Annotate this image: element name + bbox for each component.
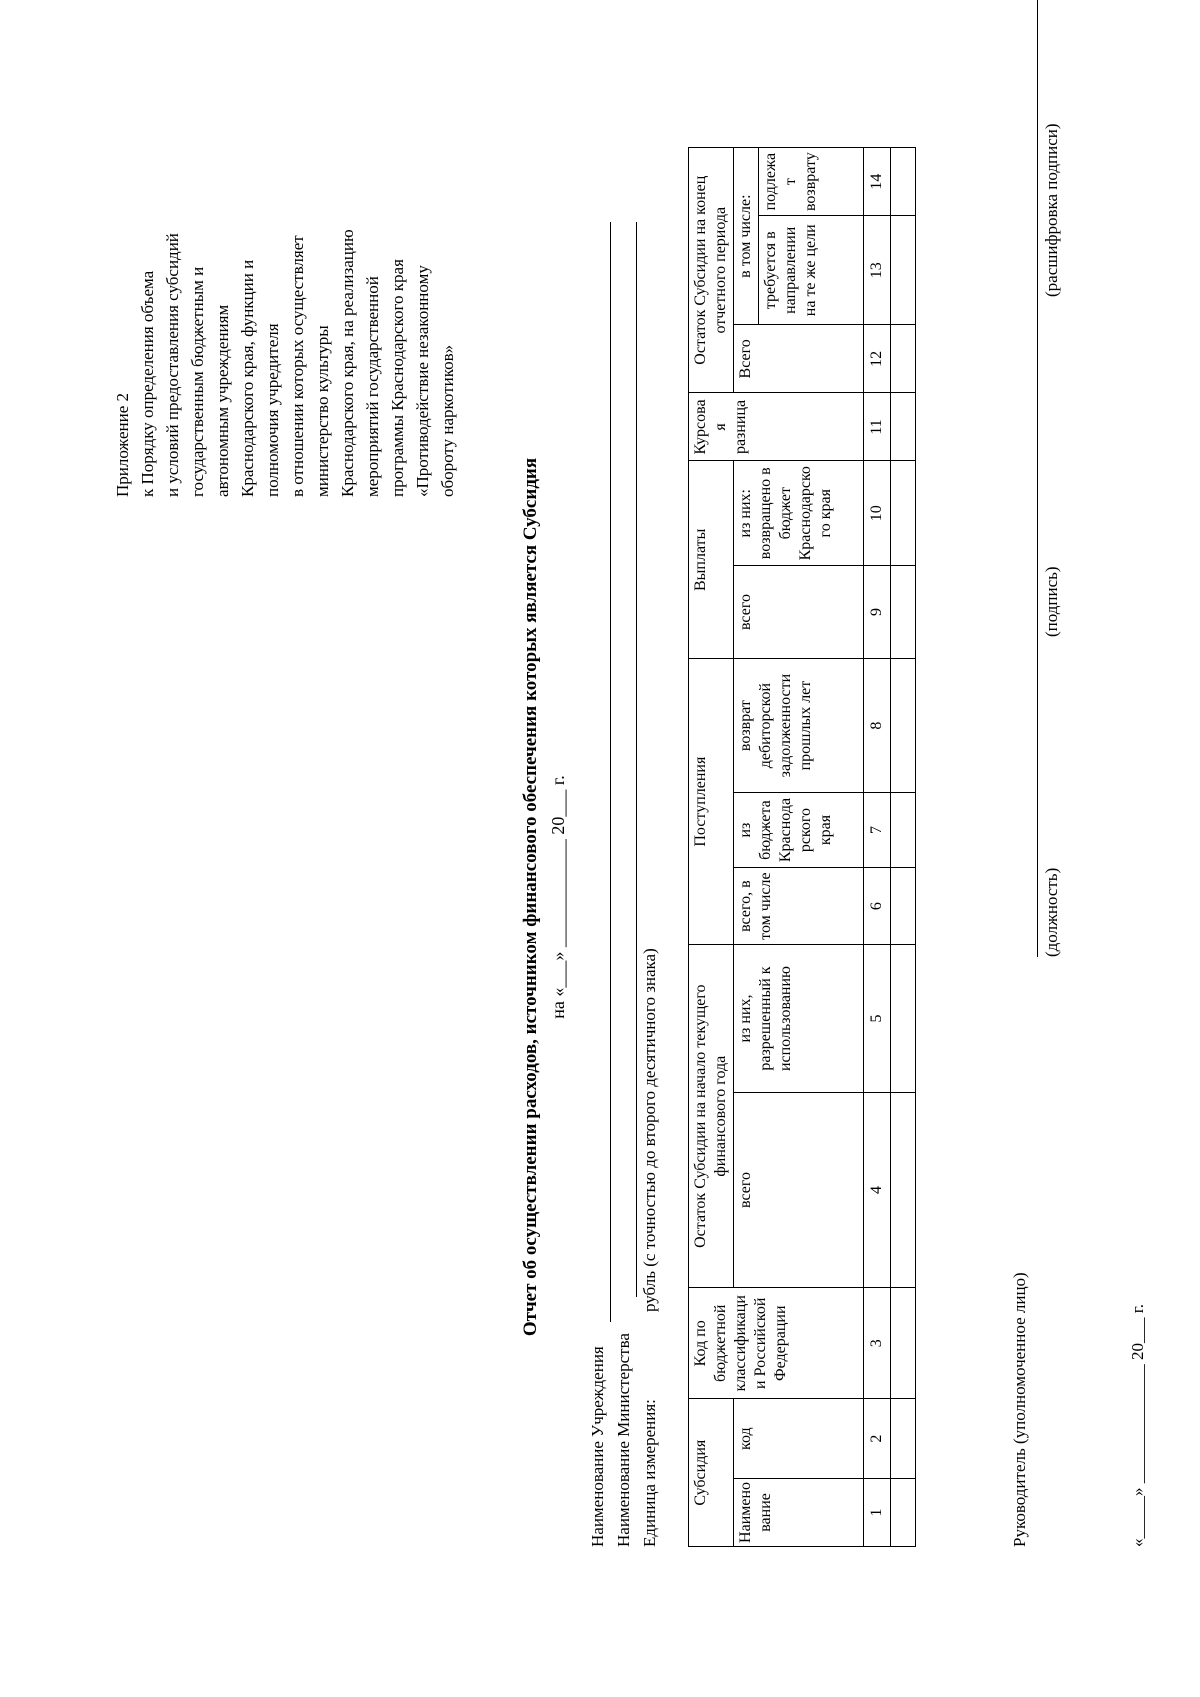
institution-label: Наименование Учреждения — [588, 1346, 607, 1547]
header-payments-returned: из них: возвращено в бюджет Краснодарского края — [734, 461, 864, 565]
column-number: 12 — [864, 325, 891, 393]
appendix-line: к Порядку определения объема — [138, 270, 157, 497]
decoding-caption: (расшифровка подписи) — [1042, 123, 1061, 297]
column-number: 1 — [864, 1478, 891, 1546]
column-number: 6 — [864, 868, 891, 945]
table-cell[interactable] — [891, 216, 916, 325]
table-cell[interactable] — [891, 393, 916, 461]
column-number: 8 — [864, 659, 891, 793]
institution-fill-line — [610, 222, 611, 1322]
report-table — [688, 147, 916, 1547]
appendix-line: Приложение 2 — [113, 393, 132, 497]
header-receipts-total: всего, в том числе — [734, 868, 864, 945]
appendix-line: Краснодарского края, функции и — [238, 259, 257, 497]
appendix-line: Краснодарского края, на реализацию — [338, 229, 357, 497]
header-fx-diff: Курсовая разница — [689, 393, 864, 461]
appendix-line: в отношении которых осуществляет — [288, 235, 307, 497]
table-header-row — [689, 148, 734, 1547]
report-title: Отчет об осуществлении расходов, источником финансового обеспечения которых является Субсидия — [520, 457, 541, 1337]
table-cell[interactable] — [891, 793, 916, 868]
column-number-row — [864, 148, 891, 1547]
head-label: Руководитель (уполномоченное лицо) — [1010, 1272, 1029, 1547]
header-balance-end-return: подлежат возврату — [759, 148, 864, 216]
table-cell[interactable] — [891, 868, 916, 945]
header-balance-end-needed: требуется в направлении на те же цели — [759, 216, 864, 325]
column-number: 10 — [864, 461, 891, 565]
appendix-line: обороту наркотиков» — [438, 344, 457, 497]
header-subsidy-code: код — [734, 1399, 864, 1478]
appendix-block — [110, 57, 460, 497]
table-cell[interactable] — [891, 1399, 916, 1478]
header-budget-code: Код по бюджетной классификации Российской Федерации — [689, 1288, 864, 1399]
ministry-label: Наименование Министерства — [614, 1333, 633, 1547]
header-receipts-return: возврат дебиторской задолженности прошлых лет — [734, 659, 864, 793]
appendix-line: программы Краснодарского края — [388, 259, 407, 497]
column-number: 3 — [864, 1288, 891, 1399]
table-cell[interactable] — [891, 1092, 916, 1287]
table-cell[interactable] — [891, 565, 916, 658]
column-number: 4 — [864, 1092, 891, 1287]
ministry-fill-line — [636, 222, 637, 1297]
header-balance-start-total: всего — [734, 1092, 864, 1287]
column-number: 7 — [864, 793, 891, 868]
appendix-line: автономным учреждениям — [213, 304, 232, 497]
table-cell[interactable] — [891, 945, 916, 1093]
table-data-row — [891, 148, 916, 1547]
unit-label: Единица измерения: — [640, 1399, 659, 1547]
position-caption: (должность) — [1042, 867, 1061, 957]
appendix-line: полномочия учредителя — [263, 323, 282, 497]
header-payments-total: всего — [734, 565, 864, 658]
header-subsidy: Субсидия — [689, 1399, 734, 1547]
column-number: 5 — [864, 945, 891, 1093]
column-number: 13 — [864, 216, 891, 325]
table-cell[interactable] — [891, 659, 916, 793]
header-balance-start-allowed: из них, разрешенный к использованию — [734, 945, 864, 1093]
table-cell[interactable] — [891, 325, 916, 393]
signature-date-line: «_____» ______________ 20___ г. — [1128, 1303, 1147, 1547]
table-cell[interactable] — [891, 461, 916, 565]
appendix-line: «Противодействие незаконному — [413, 265, 432, 497]
appendix-line: министерство культуры — [313, 325, 332, 497]
unit-value: рубль (с точностью до второго десятичного знака) — [640, 948, 659, 1312]
header-subsidy-name: Наименование — [734, 1478, 864, 1546]
signature-fill-line — [1037, 0, 1038, 957]
header-including: в том числе: — [734, 148, 759, 325]
header-balance-end-total: Всего — [734, 325, 864, 393]
header-balance-end: Остаток Субсидии на конец отчетного периода — [689, 148, 734, 393]
table-cell[interactable] — [891, 1288, 916, 1399]
signature-caption: (подпись) — [1042, 566, 1061, 637]
column-number: 11 — [864, 393, 891, 461]
header-balance-start: Остаток Субсидии на начало текущего финансового года — [689, 945, 734, 1288]
table-cell[interactable] — [891, 1478, 916, 1546]
column-number: 9 — [864, 565, 891, 658]
column-number: 14 — [864, 148, 891, 216]
table-cell[interactable] — [891, 148, 916, 216]
header-payments: Выплаты — [689, 461, 734, 659]
appendix-line: и условий предоставления субсидий — [163, 233, 182, 497]
header-receipts-budget: из бюджета Краснодарского края — [734, 793, 864, 868]
header-receipts: Поступления — [689, 659, 734, 945]
appendix-line: мероприятий государственной — [363, 276, 382, 497]
column-number: 2 — [864, 1399, 891, 1478]
appendix-line: государственным бюджетным и — [188, 266, 207, 497]
report-date-line: на «___» ____________ 20___ г. — [548, 775, 568, 1019]
